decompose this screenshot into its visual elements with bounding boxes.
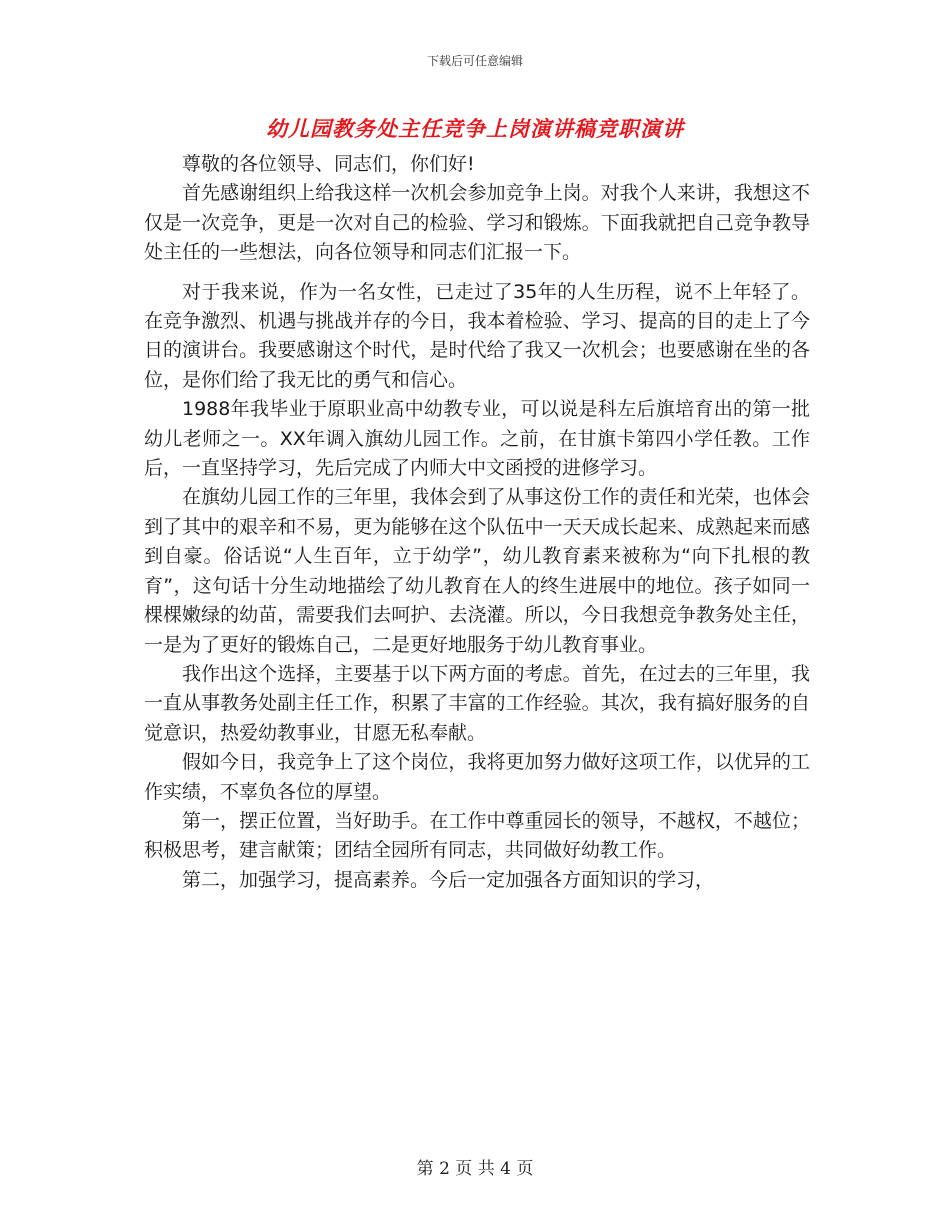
page-number-footer: 第 2 页 共 4 页 (416, 1159, 534, 1179)
paragraph: 1988年我毕业于原职业高中幼教专业，可以说是科左后旗培育出的第一批幼儿老师之一。XX年调入旗幼儿园工作。之前，在甘旗卡第四小学任教。工作后，一直坚持学习，先后完成了内师大中文函授的进修学习。 (144, 398, 810, 480)
paragraph: 首先感谢组织上给我这样一次机会参加竞争上岗。对我个人来讲，我想这不仅是一次竞争，更是一次对自己的检验、学习和锻炼。下面我就把自己竞争教导处主任的一些想法，向各位领导和同志们汇报一下。 (144, 182, 810, 264)
document-body (144, 150, 810, 895)
paragraph: 在旗幼儿园工作的三年里，我体会到了从事这份工作的责任和光荣，也体会到了其中的艰辛和不易，更为能够在这个队伍中一天天成长起来、成熟起来而感到自豪。俗话说“人生百年，立于幼学”，幼儿教育素来被称为“向下扎根的教育”，这句话十分生动地描绘了幼儿教育在人的终生进展中的地位。孩子如同一棵棵嫩绿的幼苗，需要我们去呵护、去浇灌。所以，今日我想竞争教务处主任，一是为了更好的锻炼自己，二是更好地服务于幼儿教育事业。 (144, 486, 810, 656)
paragraph: 第二，加强学习，提高素养。今后一定加强各方面知识的学习， (182, 868, 715, 891)
paragraph: 第一，摆正位置，当好助手。在工作中尊重园长的领导，不越权，不越位；积极思考，建言献策；团结全园所有同志，共同做好幼教工作。 (144, 809, 810, 862)
paragraph-greeting: 尊敬的各位领导、同志们，你们好! (182, 153, 475, 175)
paragraph: 假如今日，我竞争上了这个岗位，我将更加努力做好这项工作，以优异的工作实绩，不辜负各位的厚望。 (144, 751, 810, 803)
paragraph: 我作出这个选择，主要基于以下两方面的考虑。首先，在过去的三年里，我一直从事教务处副主任工作，积累了丰富的工作经验。其次，我有搞好服务的自觉意识，热爱幼教事业，甘愿无私奉献。 (144, 662, 810, 744)
page-header-note: 下载后可任意编辑 (426, 54, 523, 68)
document-title: 幼儿园教务处主任竞争上岗演讲稿竞职演讲 (266, 117, 684, 141)
paragraph: 对于我来说，作为一名女性，已走过了35年的人生历程，说不上年轻了。在竞争激烈、机遇与挑战并存的今日，我本着检验、学习、提高的目的走上了今日的演讲台。我要感谢这个时代，是时代给了我又一次机会；也要感谢在坐的各位，是你们给了我无比的勇气和信心。 (144, 280, 810, 391)
